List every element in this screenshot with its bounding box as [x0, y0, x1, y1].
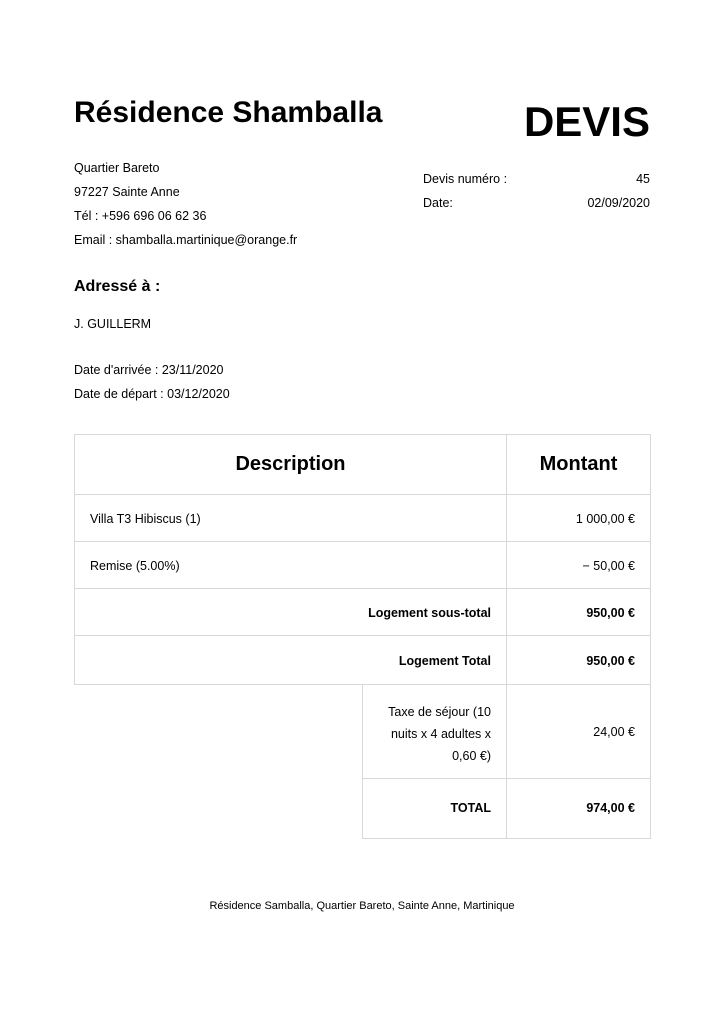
subtotal-row: [74, 588, 507, 636]
document-type-title: DEVIS: [523, 98, 650, 145]
subtotal-label: Logement sous-total: [368, 606, 491, 620]
table-row-amount-cell: [506, 494, 651, 542]
arrival-date: Date d'arrivée : 23/11/2020: [74, 363, 224, 377]
grand-total-value: 974,00 €: [586, 801, 635, 815]
lodging-total-row: [74, 635, 507, 685]
addressed-to-heading: Adressé à :: [74, 278, 161, 295]
company-name: Résidence Shamballa: [74, 96, 383, 129]
quote-number-value: 45: [636, 172, 650, 186]
recipient-name: J. GUILLERM: [74, 317, 152, 331]
row-amount: − 50,00 €: [582, 559, 635, 573]
lodging-total-label: Logement Total: [398, 654, 491, 668]
departure-date: Date de départ : 03/12/2020: [74, 387, 230, 401]
tourist-tax-label-line: 0,60 €): [452, 749, 491, 763]
company-phone: Tél : +596 696 06 62 36: [74, 209, 207, 223]
table-row: [74, 494, 507, 542]
grand-total-label-cell: [362, 778, 507, 839]
grand-total-amount-cell: [506, 778, 651, 839]
company-email: Email : shamballa.martinique@orange.fr: [74, 233, 298, 247]
column-header-amount: Montant: [539, 453, 618, 475]
tourist-tax-label-line: Taxe de séjour (10: [388, 705, 491, 719]
table-header-amount-cell: [506, 434, 651, 495]
page-footer: Résidence Samballa, Quartier Bareto, Sainte Anne, Martinique: [209, 900, 515, 912]
tourist-tax-label: [388, 701, 491, 767]
table-row-amount-cell: [506, 541, 651, 589]
quote-date-value: 02/09/2020: [587, 196, 650, 210]
company-address-line2: 97227 Sainte Anne: [74, 185, 180, 199]
row-description: Remise (5.00%): [90, 559, 180, 573]
subtotal-value: 950,00 €: [586, 606, 635, 620]
tourist-tax-label-cell: [362, 684, 507, 779]
quote-number-label: Devis numéro :: [423, 172, 508, 186]
grand-total-label: TOTAL: [450, 801, 491, 815]
lodging-total-value: 950,00 €: [586, 654, 635, 668]
row-amount: 1 000,00 €: [575, 512, 635, 526]
tourist-tax-label-line: nuits x 4 adultes x: [390, 727, 491, 741]
quote-date-label: Date:: [423, 196, 453, 210]
column-header-description: Description: [235, 453, 346, 475]
table-header-description-cell: [74, 434, 507, 495]
subtotal-amount-cell: [506, 588, 651, 636]
company-address-line1: Quartier Bareto: [74, 161, 160, 175]
row-description: Villa T3 Hibiscus (1): [90, 512, 201, 526]
tourist-tax-amount-cell: [506, 684, 651, 779]
table-row: [74, 541, 507, 589]
lodging-total-amount-cell: [506, 635, 651, 685]
tourist-tax-value: 24,00 €: [593, 725, 635, 739]
